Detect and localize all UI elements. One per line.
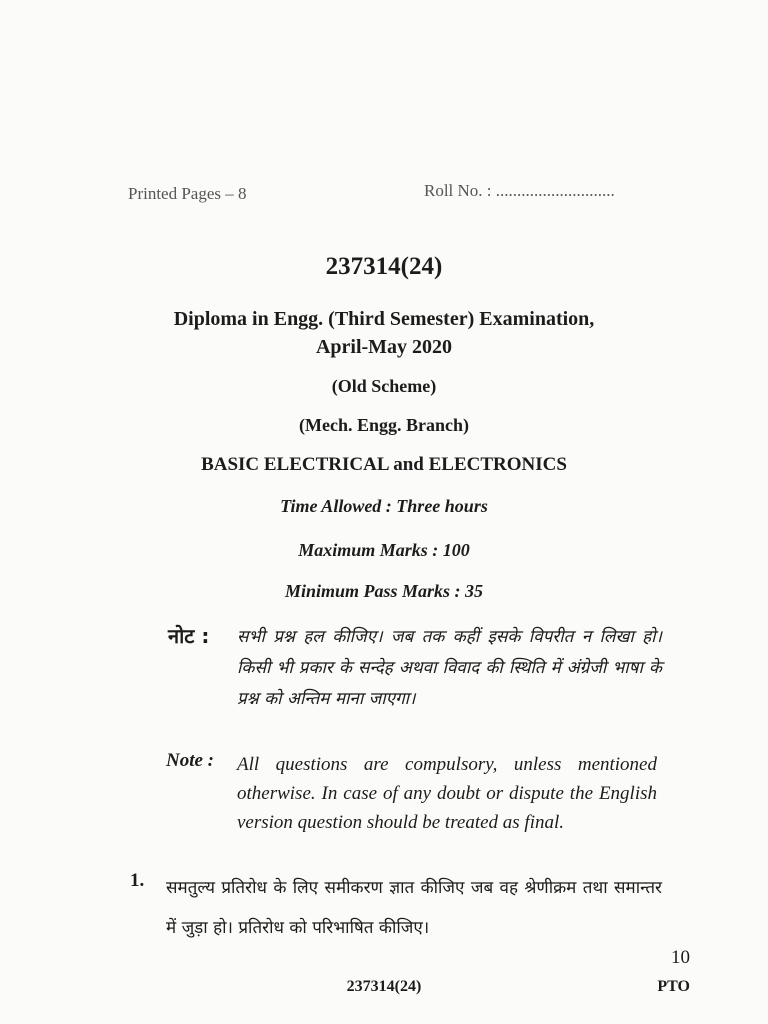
exam-title (0, 305, 768, 361)
scheme: (Old Scheme) (331, 376, 437, 396)
question-marks: 10 (671, 947, 690, 968)
exam-title-line1: Diploma in Engg. (Third Semester) Examination, (173, 308, 595, 330)
subject-title: BASIC ELECTRICAL and ELECTRONICS (201, 454, 567, 475)
question-text: समतुल्य प्रतिरोध के लिए समीकरण ज्ञात कीजिए जब वह श्रेणीक्रम तथा समान्तर में जुड़ा हो। प्रतिरोध को परिभाषित कीजिए। (166, 878, 662, 938)
english-note-label: Note : (166, 750, 215, 771)
paper-code: 237314(24) (325, 253, 443, 280)
pto-label: PTO (657, 978, 690, 995)
time-allowed: Time Allowed : Three hours (280, 496, 488, 516)
branch: (Mech. Engg. Branch) (299, 415, 469, 435)
exam-title-line2: April-May 2020 (315, 336, 453, 358)
question-number: 1. (130, 870, 145, 891)
hindi-note-label: नोट : (168, 624, 210, 648)
hindi-note-text: सभी प्रश्न हल कीजिए। जब तक कहीं इसके विपरीत न लिखा हो। किसी भी प्रकार के सन्देह अथवा विवाद की स्थिति में अंग्रेजी भाषा के प्रश्न को अन्तिम माना जाएगा। (237, 627, 662, 709)
maximum-marks: Maximum Marks : 100 (298, 540, 470, 560)
footer-paper-code: 237314(24) (346, 978, 422, 995)
roll-number-field: Roll No. : ............................ (424, 181, 615, 200)
english-note-text: All questions are compulsory, unless mentioned otherwise. In case of any doubt or dispute the English version question should be treated as final. (237, 754, 657, 833)
minimum-pass-marks: Minimum Pass Marks : 35 (284, 581, 484, 601)
printed-pages: Printed Pages – 8 (128, 184, 247, 203)
